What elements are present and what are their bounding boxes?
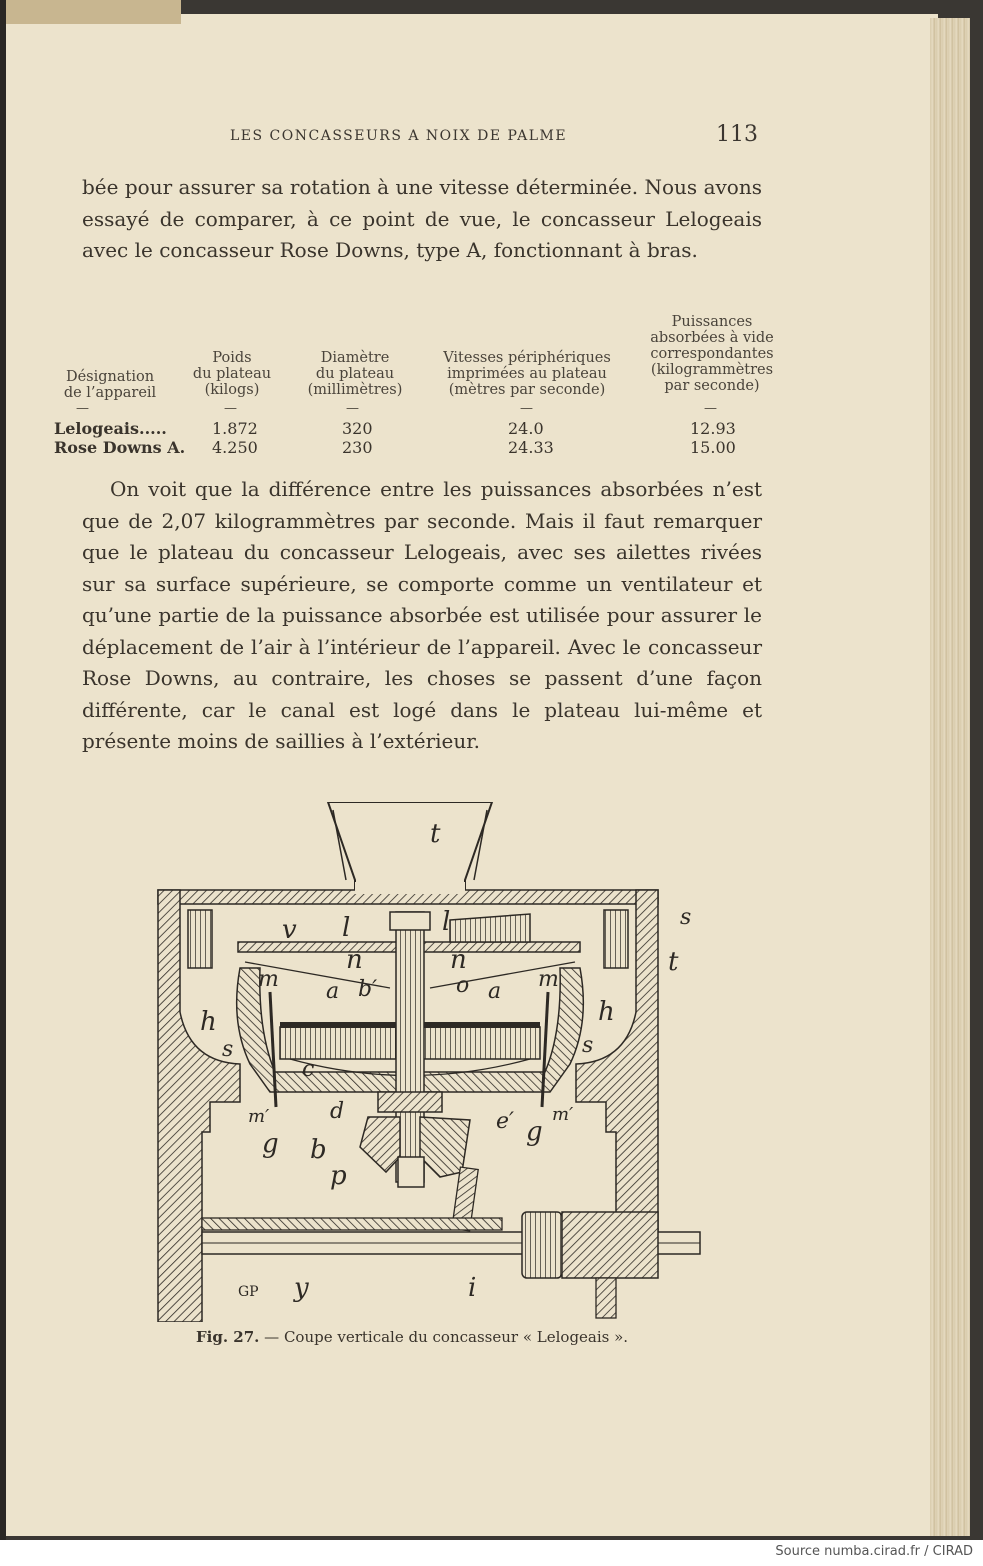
table-cell: 15.00 xyxy=(690,438,736,457)
table-cell: 1.872 xyxy=(212,419,258,438)
label-b: b xyxy=(310,1135,327,1165)
table-dash: — xyxy=(346,401,359,416)
paragraph-1: bée pour assurer sa rotation à une vitesse déterminée. Nous avons essayé de comparer, à ce point de vue, le concasseur Lelogeais avec le concasseur Rose Downs, type A, fonctionnant à bras. xyxy=(82,175,762,262)
table-header-vitesses: Vitesses périphériques imprimées au plateau (mètres par seconde) xyxy=(443,350,611,398)
label-d: d xyxy=(330,1099,345,1124)
table-cell: 230 xyxy=(342,438,373,457)
table-cell: 320 xyxy=(342,419,373,438)
label-h: h xyxy=(200,1007,217,1037)
bevel-gear-left xyxy=(360,1117,400,1172)
page-number: 113 xyxy=(716,122,758,147)
paragraph-2: On voit que la différence entre les puissances absorbées n’est que de 2,07 kilogrammètres par seconde. Mais il faut remarquer que le plateau du concasseur Lelogeais, avec ses ailettes rivées sur sa surface supérieure, se comporte comme un ventilateur et qu’une partie de la puissance absorbée est utilisée pour assurer le déplacement de l’air à l’intérieur de l’appareil. Avec le concasseur Rose Downs, au contraire, les choses se passent d’une façon différente, car le canal est logé dans le plateau lui-même et présente moins de saillies à l’extérieur. xyxy=(82,477,762,753)
table-cell: 12.93 xyxy=(690,419,736,438)
label-t: t xyxy=(668,947,679,977)
table-dash: — xyxy=(704,401,717,416)
label-o: o xyxy=(456,973,470,998)
table-header-diametre: Diamètre du plateau (millimètres) xyxy=(307,350,403,398)
table-cell: 24.33 xyxy=(508,438,554,457)
label-e-prime: e′ xyxy=(496,1109,515,1134)
label-g: g xyxy=(262,1129,279,1159)
engraver-initials: GP xyxy=(238,1284,259,1300)
label-l: l xyxy=(442,907,451,937)
label-a: a xyxy=(326,979,340,1004)
label-m: m xyxy=(258,967,279,992)
page-edges xyxy=(930,18,970,1536)
table-cell: 4.250 xyxy=(212,438,258,457)
table-row-name: Rose Downs A. xyxy=(54,438,186,457)
table-header-puissances: Puissances absorbées à vide correspondantes (kilogrammètres par seconde) xyxy=(650,314,774,394)
label-v: v xyxy=(282,915,297,945)
running-title: LES CONCASSEURS A NOIX DE PALME xyxy=(230,128,568,144)
source-credit: Source numba.cirad.fr / CIRAD xyxy=(775,1544,973,1559)
label-n: n xyxy=(346,945,363,975)
label-m-prime: m′ xyxy=(248,1106,270,1127)
label-i: i xyxy=(468,1273,477,1303)
label-l: l xyxy=(342,913,351,943)
label-p: p xyxy=(330,1161,347,1191)
label-c: c xyxy=(302,1057,315,1082)
crusher-cross-section-figure xyxy=(150,802,710,1322)
table-cell: 24.0 xyxy=(508,419,544,438)
label-s: s xyxy=(680,905,692,930)
hopper xyxy=(328,802,492,890)
table-dash: — xyxy=(224,401,237,416)
label-a: a xyxy=(488,979,502,1004)
label-m-prime: m′ xyxy=(552,1104,574,1125)
label-b-prime: b′ xyxy=(358,977,378,1002)
table-dash: — xyxy=(520,401,533,416)
label-n: n xyxy=(450,945,467,975)
label-g: g xyxy=(526,1117,543,1147)
figure-number: Fig. 27. xyxy=(196,1328,260,1346)
table-dash: — xyxy=(76,401,89,416)
label-h: h xyxy=(598,997,615,1027)
label-t: t xyxy=(430,819,441,849)
figure-caption xyxy=(196,1328,628,1346)
figure-caption-text: — Coupe verticale du concasseur « Lelogeais ». xyxy=(264,1328,629,1346)
label-m: m xyxy=(538,967,559,992)
paper-tab xyxy=(6,0,181,24)
table-header-designation: Désignation de l’appareil xyxy=(63,369,157,401)
label-s: s xyxy=(222,1037,234,1062)
label-y: y xyxy=(294,1273,309,1303)
table-row-name: Lelogeais..... xyxy=(54,419,167,438)
label-s: s xyxy=(582,1033,594,1058)
table-header-poids: Poids du plateau (kilogs) xyxy=(192,350,272,398)
